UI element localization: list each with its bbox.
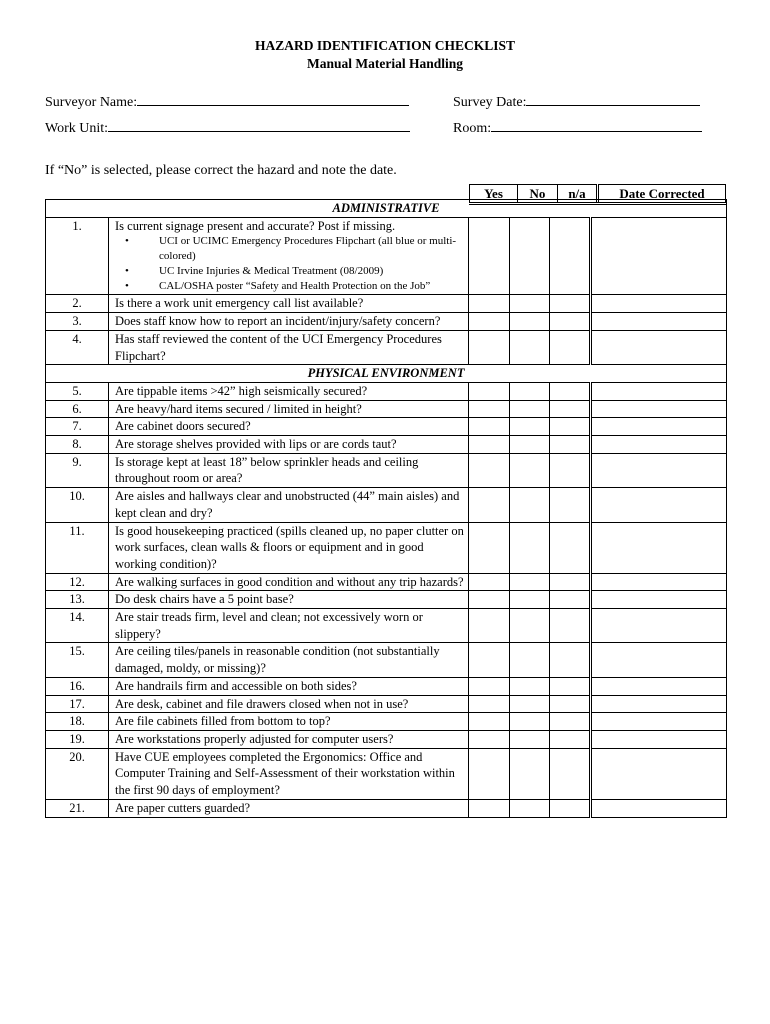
col-date-corrected-header: Date Corrected bbox=[598, 185, 726, 204]
na-cell[interactable] bbox=[550, 400, 591, 418]
table-row bbox=[46, 217, 727, 295]
date-corrected-cell[interactable] bbox=[591, 695, 727, 713]
no-cell[interactable] bbox=[510, 591, 550, 609]
na-cell[interactable] bbox=[550, 573, 591, 591]
survey-date-blank[interactable] bbox=[526, 92, 700, 106]
table-row bbox=[46, 522, 727, 573]
question-number: 4. bbox=[46, 330, 109, 364]
date-corrected-cell[interactable] bbox=[591, 313, 727, 331]
date-corrected-cell[interactable] bbox=[591, 522, 727, 573]
question-text: Are workstations properly adjusted for computer users? bbox=[109, 730, 469, 748]
table-row bbox=[46, 730, 727, 748]
no-cell[interactable] bbox=[510, 609, 550, 643]
section-heading: PHYSICAL ENVIRONMENT bbox=[46, 365, 727, 383]
na-cell[interactable] bbox=[550, 453, 591, 487]
section-row-physical-environment bbox=[46, 365, 727, 383]
question-number: 19. bbox=[46, 730, 109, 748]
bullet-icon: • bbox=[125, 235, 129, 248]
yes-cell[interactable] bbox=[469, 695, 510, 713]
date-corrected-cell[interactable] bbox=[591, 295, 727, 313]
na-cell[interactable] bbox=[550, 748, 591, 799]
question-number: 10. bbox=[46, 488, 109, 522]
list-item-text: CAL/OSHA poster “Safety and Health Protection on the Job” bbox=[159, 280, 431, 293]
date-corrected-cell[interactable] bbox=[591, 453, 727, 487]
checklist-table bbox=[45, 199, 727, 818]
yes-cell[interactable] bbox=[469, 453, 510, 487]
question-number: 9. bbox=[46, 453, 109, 487]
list-item bbox=[125, 234, 464, 264]
na-cell[interactable] bbox=[550, 695, 591, 713]
date-corrected-cell[interactable] bbox=[591, 591, 727, 609]
question-text: Are storage shelves provided with lips or are cords taut? bbox=[109, 436, 469, 454]
no-cell[interactable] bbox=[510, 695, 550, 713]
yes-cell[interactable] bbox=[469, 295, 510, 313]
table-row bbox=[46, 748, 727, 799]
table-row bbox=[46, 313, 727, 331]
col-na-header: n/a bbox=[558, 185, 598, 204]
no-cell[interactable] bbox=[510, 730, 550, 748]
question-text: Are desk, cabinet and file drawers closed when not in use? bbox=[109, 695, 469, 713]
yes-cell[interactable] bbox=[469, 609, 510, 643]
signage-list bbox=[115, 234, 464, 294]
table-row bbox=[46, 591, 727, 609]
question-text: Has staff reviewed the content of the UCI Emergency Procedures Flipchart? bbox=[109, 330, 469, 364]
na-cell[interactable] bbox=[550, 488, 591, 522]
na-cell[interactable] bbox=[550, 591, 591, 609]
date-corrected-cell[interactable] bbox=[591, 330, 727, 364]
question-number: 17. bbox=[46, 695, 109, 713]
section-row-administrative bbox=[46, 200, 727, 218]
table-row bbox=[46, 573, 727, 591]
no-cell[interactable] bbox=[510, 453, 550, 487]
yes-cell[interactable] bbox=[469, 799, 510, 817]
instruction-text: If “No” is selected, please correct the hazard and note the date. bbox=[45, 163, 397, 178]
surveyor-name-field bbox=[45, 92, 409, 111]
question-text: Is there a work unit emergency call list available? bbox=[109, 295, 469, 313]
no-cell[interactable] bbox=[510, 799, 550, 817]
na-cell[interactable] bbox=[550, 418, 591, 436]
yes-cell[interactable] bbox=[469, 488, 510, 522]
date-corrected-cell[interactable] bbox=[591, 799, 727, 817]
yes-cell[interactable] bbox=[469, 643, 510, 677]
date-corrected-cell[interactable] bbox=[591, 400, 727, 418]
na-cell[interactable] bbox=[550, 522, 591, 573]
no-cell[interactable] bbox=[510, 677, 550, 695]
yes-cell[interactable] bbox=[469, 382, 510, 400]
date-corrected-cell[interactable] bbox=[591, 488, 727, 522]
table-row bbox=[46, 295, 727, 313]
question-text: Have CUE employees completed the Ergonomics: Office and Computer Training and Self-Assessment of their workstation within the first 90 days of employment? bbox=[109, 748, 469, 799]
yes-cell[interactable] bbox=[469, 573, 510, 591]
no-cell[interactable] bbox=[510, 418, 550, 436]
table-row bbox=[46, 436, 727, 454]
table-row bbox=[46, 330, 727, 364]
na-cell[interactable] bbox=[550, 382, 591, 400]
question-number: 1. bbox=[46, 217, 109, 295]
no-cell[interactable] bbox=[510, 217, 550, 295]
table-row bbox=[46, 677, 727, 695]
date-corrected-cell[interactable] bbox=[591, 730, 727, 748]
question-number: 12. bbox=[46, 573, 109, 591]
yes-cell[interactable] bbox=[469, 522, 510, 573]
survey-date-field bbox=[453, 92, 700, 111]
no-cell[interactable] bbox=[510, 573, 550, 591]
yes-cell[interactable] bbox=[469, 677, 510, 695]
table-row bbox=[46, 488, 727, 522]
date-corrected-cell[interactable] bbox=[591, 609, 727, 643]
surveyor-name-label: Surveyor Name: bbox=[45, 95, 138, 110]
date-corrected-cell[interactable] bbox=[591, 748, 727, 799]
yes-cell[interactable] bbox=[469, 713, 510, 731]
table-row bbox=[46, 382, 727, 400]
no-cell[interactable] bbox=[510, 330, 550, 364]
surveyor-name-blank[interactable] bbox=[137, 92, 409, 106]
question-text: Are tippable items >42” high seismically secured? bbox=[109, 382, 469, 400]
question-number: 13. bbox=[46, 591, 109, 609]
yes-cell[interactable] bbox=[469, 436, 510, 454]
question-text: Are paper cutters guarded? bbox=[109, 799, 469, 817]
na-cell[interactable] bbox=[550, 330, 591, 364]
document-title: HAZARD IDENTIFICATION CHECKLIST bbox=[254, 38, 516, 53]
question-text: Are aisles and hallways clear and unobstructed (44” main aisles) and kept clean and dry? bbox=[109, 488, 469, 522]
na-cell[interactable] bbox=[550, 677, 591, 695]
no-cell[interactable] bbox=[510, 436, 550, 454]
date-corrected-cell[interactable] bbox=[591, 382, 727, 400]
bullet-icon: • bbox=[125, 280, 129, 293]
table-row bbox=[46, 799, 727, 817]
work-unit-field bbox=[45, 118, 410, 137]
na-cell[interactable] bbox=[550, 799, 591, 817]
yes-cell[interactable] bbox=[469, 217, 510, 295]
work-unit-label: Work Unit: bbox=[45, 121, 109, 136]
question-number: 2. bbox=[46, 295, 109, 313]
date-corrected-cell[interactable] bbox=[591, 573, 727, 591]
table-row bbox=[46, 695, 727, 713]
yes-cell[interactable] bbox=[469, 591, 510, 609]
table-row bbox=[46, 453, 727, 487]
bullet-icon: • bbox=[125, 265, 129, 278]
no-cell[interactable] bbox=[510, 643, 550, 677]
col-yes-header: Yes bbox=[470, 185, 518, 204]
question-text: Is current signage present and accurate? Post if missing. bbox=[115, 218, 396, 233]
question-text: Are file cabinets filled from bottom to top? bbox=[109, 713, 469, 731]
room-field bbox=[453, 118, 702, 137]
question-number: 20. bbox=[46, 748, 109, 799]
no-cell[interactable] bbox=[510, 748, 550, 799]
yes-cell[interactable] bbox=[469, 330, 510, 364]
question-text-with-list bbox=[109, 217, 469, 295]
question-text: Do desk chairs have a 5 point base? bbox=[109, 591, 469, 609]
question-text: Are cabinet doors secured? bbox=[109, 418, 469, 436]
question-text: Is good housekeeping practiced (spills cleaned up, no paper clutter on work surfaces, clean walls & floors or equipment and in good working condition)? bbox=[109, 522, 469, 573]
table-row bbox=[46, 400, 727, 418]
yes-cell[interactable] bbox=[469, 418, 510, 436]
table-row bbox=[46, 643, 727, 677]
no-cell[interactable] bbox=[510, 488, 550, 522]
date-corrected-cell[interactable] bbox=[591, 643, 727, 677]
room-label: Room: bbox=[453, 121, 492, 136]
table-row bbox=[46, 713, 727, 731]
question-text: Are ceiling tiles/panels in reasonable condition (not substantially damaged, moldy, or missing)? bbox=[109, 643, 469, 677]
room-blank[interactable] bbox=[491, 118, 702, 132]
na-cell[interactable] bbox=[550, 313, 591, 331]
date-corrected-cell[interactable] bbox=[591, 418, 727, 436]
question-number: 18. bbox=[46, 713, 109, 731]
no-cell[interactable] bbox=[510, 400, 550, 418]
date-corrected-cell[interactable] bbox=[591, 677, 727, 695]
question-number: 14. bbox=[46, 609, 109, 643]
question-text: Are handrails firm and accessible on both sides? bbox=[109, 677, 469, 695]
na-cell[interactable] bbox=[550, 609, 591, 643]
question-number: 5. bbox=[46, 382, 109, 400]
question-text: Are stair treads firm, level and clean; not excessively worn or slippery? bbox=[109, 609, 469, 643]
question-number: 7. bbox=[46, 418, 109, 436]
question-text: Are walking surfaces in good condition and without any trip hazards? bbox=[109, 573, 469, 591]
question-number: 8. bbox=[46, 436, 109, 454]
table-row bbox=[46, 418, 727, 436]
question-text: Are heavy/hard items secured / limited in height? bbox=[109, 400, 469, 418]
question-number: 16. bbox=[46, 677, 109, 695]
document-subtitle: Manual Material Handling bbox=[306, 56, 463, 71]
yes-cell[interactable] bbox=[469, 313, 510, 331]
question-text: Does staff know how to report an incident/injury/safety concern? bbox=[109, 313, 469, 331]
question-number: 21. bbox=[46, 799, 109, 817]
no-cell[interactable] bbox=[510, 382, 550, 400]
question-number: 6. bbox=[46, 400, 109, 418]
list-item bbox=[125, 279, 464, 294]
no-cell[interactable] bbox=[510, 313, 550, 331]
date-corrected-cell[interactable] bbox=[591, 713, 727, 731]
yes-cell[interactable] bbox=[469, 748, 510, 799]
list-item-text: UC Irvine Injuries & Medical Treatment (08/2009) bbox=[159, 265, 384, 278]
na-cell[interactable] bbox=[550, 436, 591, 454]
question-number: 11. bbox=[46, 522, 109, 573]
date-corrected-cell[interactable] bbox=[591, 436, 727, 454]
work-unit-blank[interactable] bbox=[108, 118, 410, 132]
na-cell[interactable] bbox=[550, 217, 591, 295]
no-cell[interactable] bbox=[510, 295, 550, 313]
yes-cell[interactable] bbox=[469, 400, 510, 418]
na-cell[interactable] bbox=[550, 713, 591, 731]
question-text: Is storage kept at least 18” below sprinkler heads and ceiling throughout room or area? bbox=[109, 453, 469, 487]
na-cell[interactable] bbox=[550, 730, 591, 748]
na-cell[interactable] bbox=[550, 643, 591, 677]
na-cell[interactable] bbox=[550, 295, 591, 313]
date-corrected-cell[interactable] bbox=[591, 217, 727, 295]
section-heading: ADMINISTRATIVE bbox=[46, 200, 727, 218]
col-no-header: No bbox=[518, 185, 558, 204]
question-number: 3. bbox=[46, 313, 109, 331]
question-number: 15. bbox=[46, 643, 109, 677]
list-item-text: UCI or UCIMC Emergency Procedures Flipchart (all blue or multi-colored) bbox=[159, 235, 457, 263]
yes-cell[interactable] bbox=[469, 730, 510, 748]
list-item bbox=[125, 264, 464, 279]
table-row bbox=[46, 609, 727, 643]
no-cell[interactable] bbox=[510, 522, 550, 573]
no-cell[interactable] bbox=[510, 713, 550, 731]
survey-date-label: Survey Date: bbox=[453, 95, 527, 110]
